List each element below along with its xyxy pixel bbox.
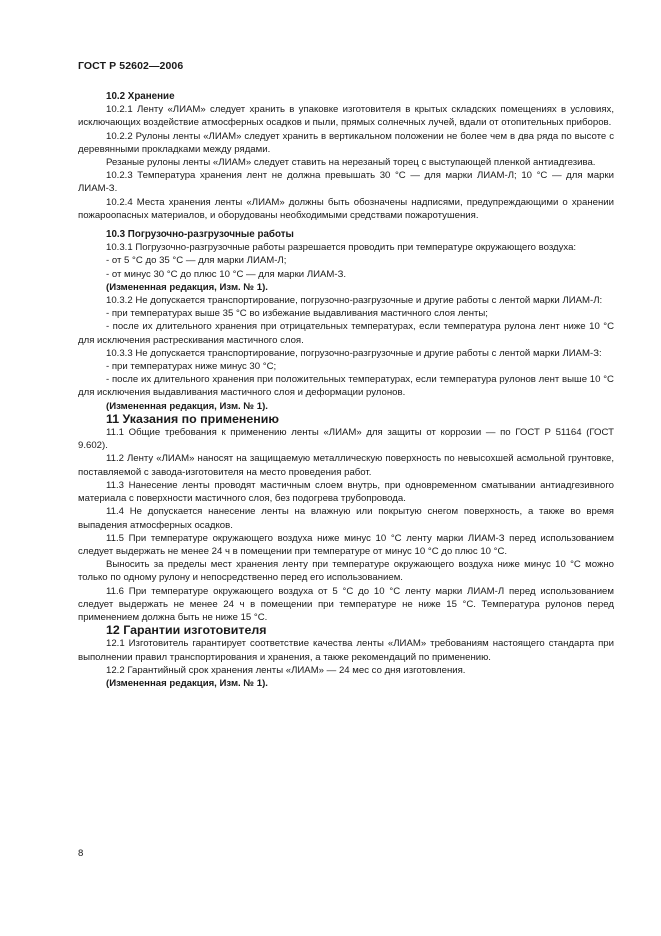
- list-item: - при температурах ниже минус 30 °С;: [106, 361, 277, 373]
- paragraph-11-2: 11.2 Ленту «ЛИАМ» наносят на защищаемую металлическую поверхность по невысохшей асмольной грунтовке, поставляемой с завода-изготовителя на место проведения работ.: [78, 453, 614, 478]
- list-item: - от 5 °С до 35 °С — для марки ЛИАМ-Л;: [106, 255, 287, 267]
- amendment-note: (Измененная редакция, Изм. № 1).: [106, 677, 268, 689]
- list-item: - после их длительного хранения при положительных температурах, если температура рулонов лент выше 10 °С для исключения выдавливания мастичного слоя и деформации рулонов.: [78, 374, 614, 399]
- subsection-title-10-2: 10.2 Хранение: [106, 91, 175, 102]
- paragraph-12-1: 12.1 Изготовитель гарантирует соответствие качества ленты «ЛИАМ» требованиям настоящего стандарта при выполнении правил транспортирования и хранения, а также рекомендаций по применению.: [78, 638, 614, 663]
- document-body: [78, 90, 614, 690]
- list-item: - от минус 30 °С до плюс 10 °С — для марки ЛИАМ-З.: [106, 268, 347, 280]
- paragraph-11-5: 11.5 При температуре окружающего воздуха ниже минус 10 °С ленту марки ЛИАМ-З перед использованием следует выдержать не менее 24 ч в помещении при температуре от минус 10 °С до плюс 10 °С.: [78, 532, 614, 557]
- paragraph-10-2-3: 10.2.3 Температура хранения лент не должна превышать 30 °С — для марки ЛИАМ-Л; 10 °С — для марки ЛИАМ-З.: [78, 170, 614, 195]
- paragraph-11-3: 11.3 Нанесение ленты проводят мастичным слоем внутрь, при одновременном сматывании антиадгезивного материала с поверхности мастичного слоя, без подогрева трубопровода.: [78, 479, 614, 505]
- amendment-note: (Измененная редакция, Изм. № 1).: [106, 400, 268, 412]
- page-number: 8: [78, 848, 84, 859]
- section-title-11: 11 Указания по применению: [106, 411, 279, 426]
- paragraph-10-3-3: 10.3.3 Не допускается транспортирование, погрузочно-разгрузочные и другие работы с лентой марки ЛИАМ-З:: [106, 347, 602, 359]
- paragraph-12-2: 12.2 Гарантийный срок хранения ленты «ЛИАМ» — 24 мес со дня изготовления.: [106, 664, 466, 676]
- paragraph-10-2-4: 10.2.4 Места хранения ленты «ЛИАМ» должны быть обозначены надписями, предупреждающими о хранении пожароопасных материалов, и оборудованы необходимыми средствами пожаротушения.: [78, 196, 614, 221]
- paragraph-10-3-2: 10.3.2 Не допускается транспортирование, погрузочно-разгрузочные и другие работы с лентой марки ЛИАМ-Л:: [106, 295, 603, 307]
- paragraph-11-5-continued: Выносить за пределы мест хранения ленту при температуре окружающего воздуха ниже минус 10 °С можно только по одному рулону и непосредственно перед его использованием.: [78, 559, 614, 584]
- section-title-12: 12 Гарантии изготовителя: [106, 623, 267, 638]
- list-item: - при температурах выше 35 °С во избежание выдавливания мастичного слоя ленты;: [106, 308, 488, 320]
- paragraph-10-3-1: 10.3.1 Погрузочно-разгрузочные работы разрешается проводить при температуре окружающего воздуха:: [106, 242, 577, 254]
- list-item: - после их длительного хранения при отрицательных температурах, если температура рулона лент ниже 10 °С для исключения растрескивания мастичного слоя.: [78, 321, 614, 346]
- document-code-header: ГОСТ Р 52602—2006: [78, 60, 184, 72]
- paragraph-10-2-2-cut-rolls: Резаные рулоны ленты «ЛИАМ» следует ставить на нерезаный торец с выступающей пленкой антиадгезива.: [106, 157, 596, 169]
- amendment-note: (Измененная редакция, Изм. № 1).: [106, 281, 268, 293]
- paragraph-10-2-2: 10.2.2 Рулоны ленты «ЛИАМ» следует хранить в вертикальном положении не более чем в два ряда по высоте с деревянными прокладками между рядами.: [78, 130, 614, 155]
- paragraph-11-4: 11.4 Не допускается нанесение ленты на влажную или покрытую снегом поверхность, а также во время выпадения атмосферных осадков.: [78, 506, 614, 531]
- paragraph-11-1: 11.1 Общие требования к применению ленты «ЛИАМ» для защиты от коррозии — по ГОСТ Р 51164 (ГОСТ 9.602).: [78, 427, 614, 452]
- paragraph-11-6: 11.6 При температуре окружающего воздуха от 5 °С до 10 °С ленту марки ЛИАМ-Л перед использованием следует выдержать не менее 24 ч в помещении при температуре не ниже 15 °С. Температура рулонов перед применением должна быть не ниже 15 °С.: [78, 585, 614, 623]
- paragraph-10-2-1: 10.2.1 Ленту «ЛИАМ» следует хранить в упаковке изготовителя в крытых складских помещениях в условиях, исключающих воздействие атмосферных осадков и пыли, прямых солнечных лучей, вдали от отопительных приборов.: [78, 104, 614, 129]
- subsection-title-10-3: 10.3 Погрузочно-разгрузочные работы: [106, 229, 294, 241]
